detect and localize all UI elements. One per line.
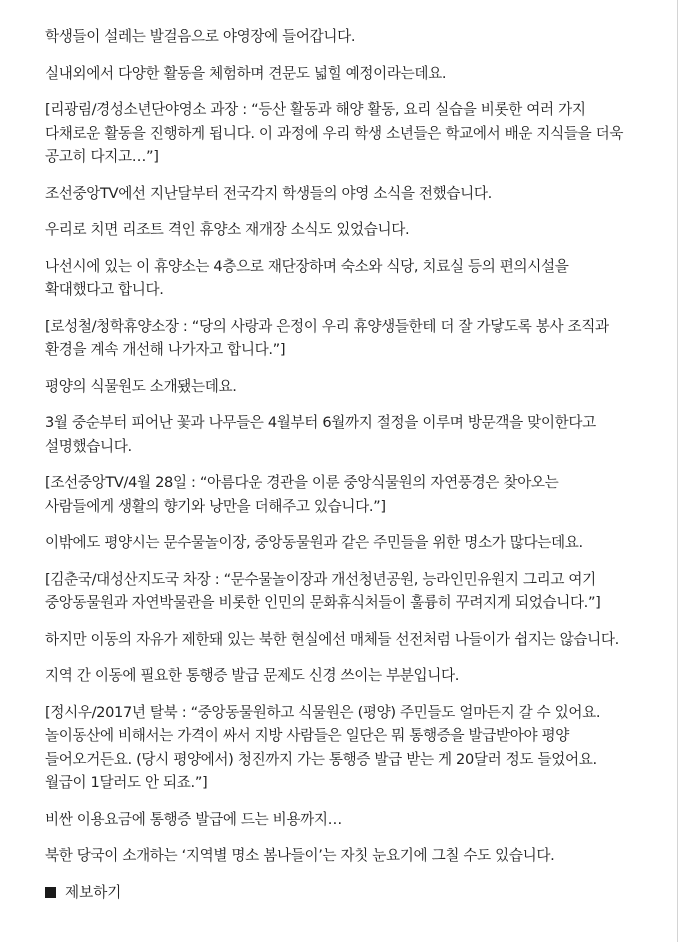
black-square-icon (45, 887, 56, 898)
article-paragraph: 3월 중순부터 피어난 꽃과 나무들은 4월부터 6월까지 절정을 이루며 방문객을 맞이한다고 설명했습니다. (45, 414, 596, 455)
article-paragraph: 북한 당국이 소개하는 ‘지역별 명소 봄나들이’는 자칫 눈요기에 그칠 수도 있습니다. (45, 847, 555, 864)
interview-quote: [리광림/경성소년단야영소 과장 : “등산 활동과 해양 활동, 요리 실습을 비롯한 여러 가지 다채로운 활동을 진행하게 됩니다. 이 과정에 우리 학생 소년들은 학교에서 배운 지식들을 더욱 공고히 다지고…”] (45, 101, 624, 165)
article-paragraph: 평양의 식물원도 소개됐는데요. (45, 377, 237, 395)
interview-quote: [김춘국/대성산지도국 차장 : “문수물놀이장과 개선청년공원, 능라인민유원지 그리고 여기 중앙동물원과 자연박물관을 비롯한 인민의 문화휴식처들이 훌륭히 꾸려지게 되었습니다.”] (45, 570, 601, 611)
article-paragraph: 나선시에 있는 이 휴양소는 4층으로 재단장하며 숙소와 식당, 치료실 등의 편의시설을 확대했다고 합니다. (45, 257, 569, 298)
article-paragraph: 학생들이 설레는 발걸음으로 야영장에 들어갑니다. (45, 28, 356, 45)
article-paragraph: 조선중앙TV에선 지난달부터 전국각지 학생들의 야영 소식을 전했습니다. (45, 184, 492, 202)
report-button[interactable] (45, 881, 630, 905)
interview-quote: [로성철/청학휴양소장 : “당의 사랑과 은정이 우리 휴양생들한테 더 잘 가닿도록 봉사 조직과 환경을 계속 개선해 나가자고 합니다.”] (45, 317, 609, 358)
article-paragraph: 비싼 이용요금에 통행증 발급에 드는 비용까지… (45, 810, 342, 828)
interview-quote: [조선중앙TV/4월 28일 : “아름다운 경관을 이룬 중앙식물원의 자연풍경은 찾아오는 사람들에게 생활의 향기와 낭만을 더해주고 있습니다.”] (45, 474, 559, 515)
article-paragraph: 우리로 치면 리조트 격인 휴양소 재개장 소식도 있었습니다. (45, 221, 410, 238)
article-body (45, 25, 630, 904)
article-paragraph: 하지만 이동의 자유가 제한돼 있는 북한 현실에선 매체들 선전처럼 나들이가 쉽지는 않습니다. (45, 630, 619, 648)
interview-quote: [정시우/2017년 탈북 : “중앙동물원하고 식물원은 (평양) 주민들도 얼마든지 갈 수 있어요. 놀이동산에 비해서는 가격이 싸서 지방 사람들은 일단은 뭐 통행증을 발급받아야 평양 들어오거든요. (당시 평양에서) 청진까지 가는 통행증 발급 받는 게 20달러 정도 들었어요. 월급이 1달러도 안 되죠.”] (45, 703, 601, 791)
report-label: 제보하기 (65, 883, 122, 901)
article-paragraph: 실내외에서 다양한 활동을 체험하며 견문도 넓힐 예정이라는데요. (45, 64, 447, 82)
article-paragraph: 지역 간 이동에 필요한 통행증 발급 문제도 신경 쓰이는 부분입니다. (45, 667, 460, 684)
article-paragraph: 이밖에도 평양시는 문수물놀이장, 중앙동물원과 같은 주민들을 위한 명소가 많다는데요. (45, 534, 583, 551)
